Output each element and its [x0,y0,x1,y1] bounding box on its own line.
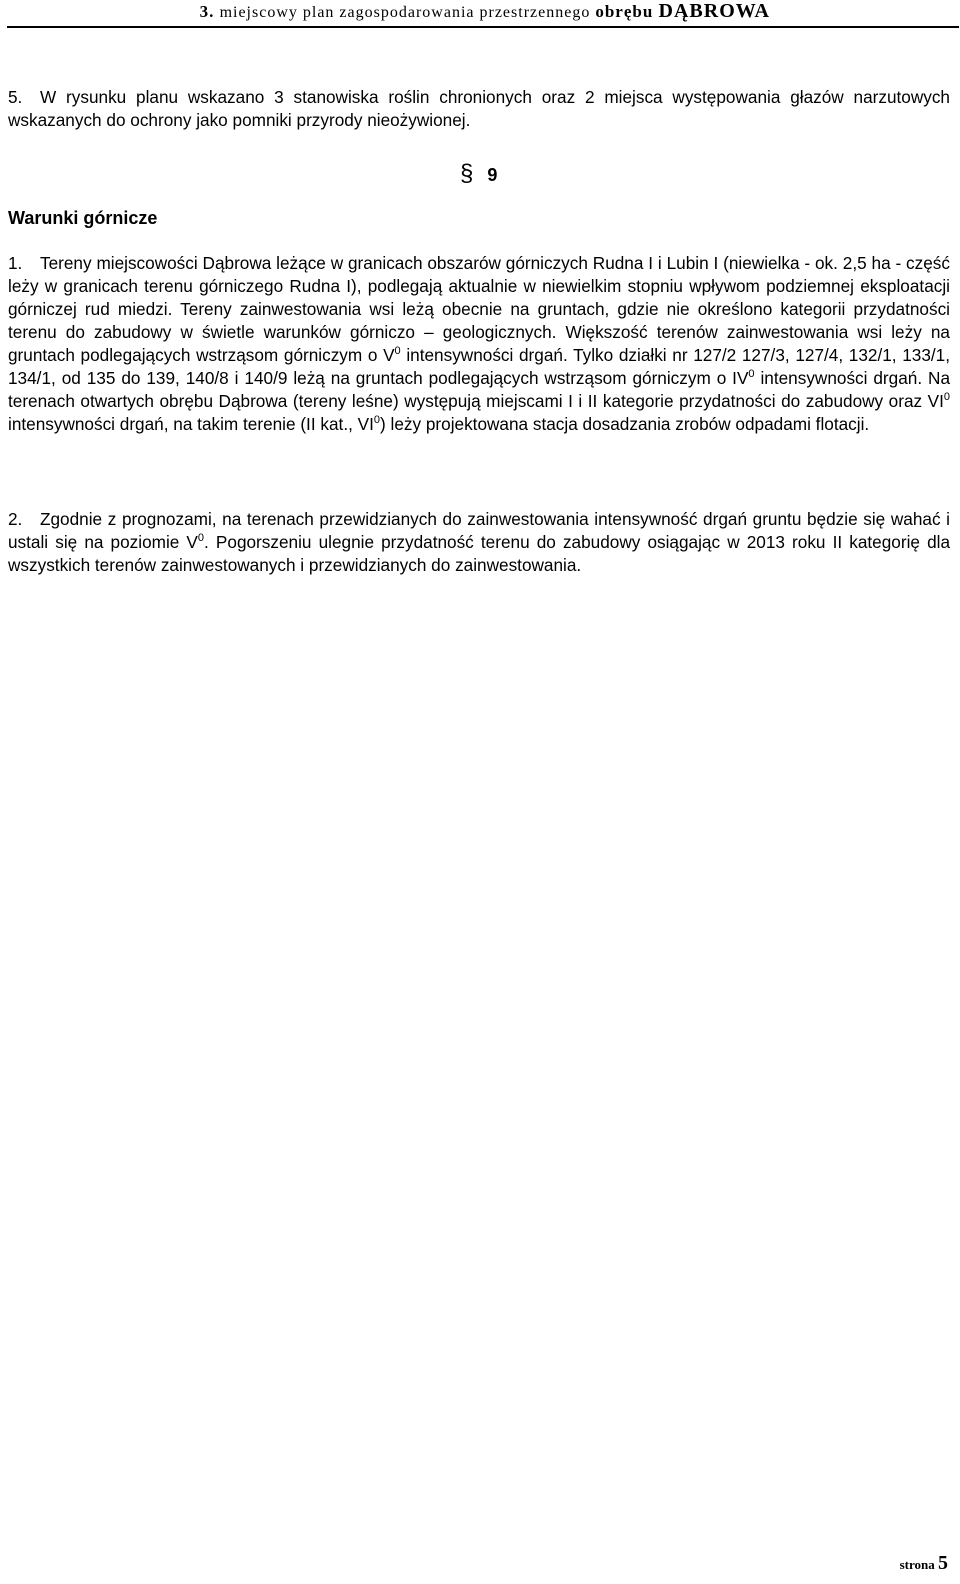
paragraph-number: 5. [8,87,23,107]
point-number: 1. [8,253,23,273]
section-number: 9 [487,165,498,185]
point-text-b: intensywności drgań. Tylko działki nr 127/2 127/3, 127/4, 132/1, 133/1, 134/1, od 135 do 139, 140/8 i 140/9 leżą na gruntach podlegających wstrząsom górniczym o IV [8,345,950,388]
point-1 [8,252,950,436]
header-number: 3. [199,2,220,21]
section-heading: Warunki górnicze [8,208,158,228]
point-text-d: intensywności drgań, na takim terenie (II kat., VI [8,414,374,434]
section-marker [460,160,497,188]
header-area-name: DĄBROWA [658,0,770,22]
point-2 [8,508,950,577]
point-text-c: intensywności drgań. Na terenach otwartych obrębu Dąbrowa (tereny leśne) występują miejscami I i II kategorie przydatności do zabudowy oraz VI [8,368,950,411]
header-area-label: obrębu [595,2,659,21]
header-rule [7,26,959,28]
section-symbol: § [460,160,474,187]
superscript: 0 [373,414,381,426]
page-number: 5 [938,1552,948,1574]
point-text-a: Zgodnie z prognozami, na terenach przewidzianych do zainwestowania intensywność drgań gruntu będzie się wahać i ustali się na poziomie V [8,509,950,552]
point-number: 2. [8,509,23,529]
point-text-a: Tereny miejscowości Dąbrowa leżące w granicach obszarów górniczych Rudna I i Lubin I (niewielka - ok. 2,5 ha - część leży w granicach terenu górniczego Rudna I), podlegają aktualnie w niewielkim stopniu wpływom podziemnej eksploatacji górniczej rud miedzi. Tereny zainwestowania wsi leżą obecnie na gruntach, gdzie nie określono kategorii przydatności terenu do zabudowy w świetle warunków górniczo – geologicznych. Większość terenów zainwestowania wsi leży na gruntach podlegających wstrząsom górniczym o V [8,253,950,365]
paragraph-text: W rysunku planu wskazano 3 stanowiska roślin chronionych oraz 2 miejsca występowania głazów narzutowych wskazanych do ochrony jako pomniki przyrody nieożywionej. [8,87,950,130]
superscript: 0 [394,345,401,357]
superscript: 0 [943,391,950,403]
footer-label: strona [899,1557,938,1572]
superscript: 0 [748,368,755,380]
header-title: miejscowy plan zagospodarowania przestrzennego [219,4,596,21]
point-text-e: ) leży projektowana stacja dosadzania zrobów odpadami flotacji. [380,414,870,434]
superscript: 0 [197,532,205,544]
page-header [0,0,960,26]
paragraph-5 [8,86,950,132]
point-text-b: . Pogorszeniu ulegnie przydatność terenu do zabudowy osiągając w 2013 roku II kategorię dla wszystkich terenów zainwestowanych i przewidzianych do zainwestowania. [8,532,951,575]
page-footer [900,1552,948,1575]
